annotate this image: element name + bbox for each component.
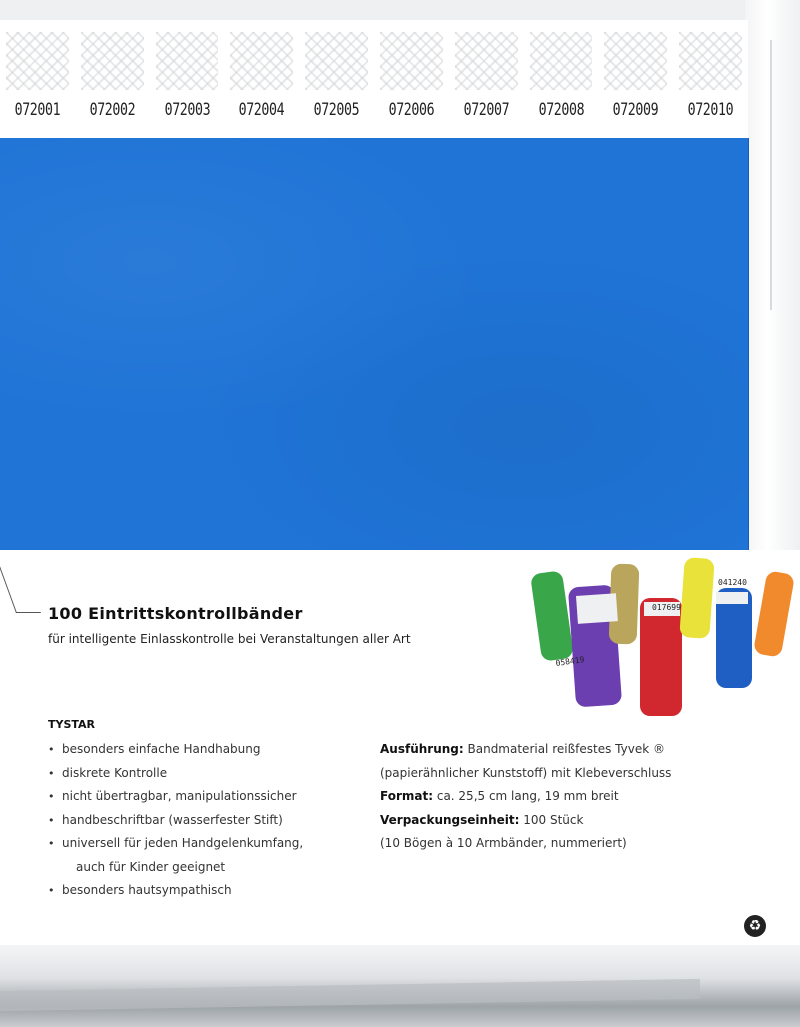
strip-tab <box>150 20 225 138</box>
strip-number: 072006 <box>388 100 435 120</box>
feature-item: • universell für jeden Handgelenkumfang, <box>48 832 303 856</box>
spec-row-ausfuehrung-cont <box>380 762 671 786</box>
strip-number: 072005 <box>313 100 360 120</box>
strip-tab <box>299 20 374 138</box>
sleeve-fold-line <box>770 40 772 310</box>
photo-band-number: 041240 <box>718 578 747 587</box>
brand-name: TYSTAR <box>48 718 96 731</box>
strip-number: 072010 <box>687 100 734 120</box>
wristband-strip <box>673 138 749 550</box>
strip-number: 072009 <box>613 100 659 120</box>
strip-number: 072008 <box>538 100 584 120</box>
headline: 100 Eintrittskontrollbänder <box>48 604 303 623</box>
photo-wristband <box>530 570 574 662</box>
wristband-strip <box>374 138 450 550</box>
spec-row-ausfuehrung <box>380 738 671 762</box>
wristband-strip <box>524 138 600 550</box>
feature-list <box>48 738 303 903</box>
wristband-strip <box>150 138 226 550</box>
strip-tab <box>0 20 75 138</box>
spec-value: Bandmaterial reißfestes Tyvek ® <box>467 742 665 756</box>
zigzag-pattern <box>156 32 219 90</box>
spec-value: 100 Stück <box>523 812 584 827</box>
spec-value: (10 Bögen à 10 Armbänder, nummeriert) <box>380 836 627 850</box>
zigzag-pattern <box>604 32 667 90</box>
feature-item: • diskrete Kontrolle <box>48 762 303 786</box>
photo-wristband-tab <box>576 593 618 624</box>
feature-item: • besonders hautsympathisch <box>48 879 303 903</box>
spec-list <box>380 738 671 856</box>
subheadline: für intelligente Einlasskontrolle bei Veranstaltungen aller Art <box>48 632 411 646</box>
zigzag-pattern <box>81 32 144 90</box>
zigzag-pattern <box>230 32 293 90</box>
spec-row-format <box>380 785 671 809</box>
zigzag-pattern <box>530 32 593 90</box>
wristband-strip <box>0 138 76 550</box>
photo-band-number: 017699 <box>652 603 681 612</box>
sample-wristbands-photo <box>520 552 800 722</box>
feature-item: • besonders einfache Handhabung <box>48 738 303 762</box>
strip-number: 072003 <box>164 100 210 120</box>
feature-item: • nicht übertragbar, manipulationssicher <box>48 785 303 809</box>
zigzag-pattern <box>455 32 518 90</box>
spec-label: Format: <box>380 789 434 803</box>
wristband-strip <box>449 138 525 550</box>
photo-wristband-tab <box>716 592 748 604</box>
photo-wristband <box>753 570 795 658</box>
photo-band-number: 058419 <box>555 655 585 668</box>
strip-tab <box>524 20 599 138</box>
spec-row-verpackung-cont <box>380 832 671 856</box>
spec-label: Ausführung: <box>380 742 464 756</box>
feature-item-continuation: auch für Kinder geeignet <box>76 859 226 874</box>
strip-tab <box>598 20 673 138</box>
strip-tab <box>673 20 748 138</box>
strip-tab <box>374 20 449 138</box>
strip-number: 072007 <box>463 100 509 120</box>
wristband-strip <box>299 138 375 550</box>
strip-number: 072002 <box>89 100 135 120</box>
strip-tab <box>449 20 524 138</box>
recycle-icon: ♻ <box>744 915 766 937</box>
zigzag-pattern <box>679 32 742 90</box>
strip-number: 072001 <box>14 100 61 120</box>
photo-wristband <box>679 557 715 639</box>
strip-tab <box>224 20 299 138</box>
spec-row-verpackung <box>380 809 671 833</box>
feature-item: • handbeschriftbar (wasserfester Stift) <box>48 809 303 833</box>
wristband-strip <box>598 138 674 550</box>
wristband-sheet <box>0 20 748 550</box>
wristband-strip <box>75 138 151 550</box>
spec-value: ca. 25,5 cm lang, 19 mm breit <box>436 789 619 803</box>
spec-value: (papierähnlicher Kunststoff) mit Klebeverschluss <box>380 765 672 780</box>
strip-number: 072004 <box>239 100 285 120</box>
zigzag-pattern <box>380 32 443 90</box>
spec-label: Verpackungseinheit: <box>380 812 520 827</box>
wristband-strip <box>224 138 300 550</box>
zigzag-pattern <box>6 32 69 90</box>
strip-tab <box>75 20 150 138</box>
zigzag-pattern <box>305 32 368 90</box>
